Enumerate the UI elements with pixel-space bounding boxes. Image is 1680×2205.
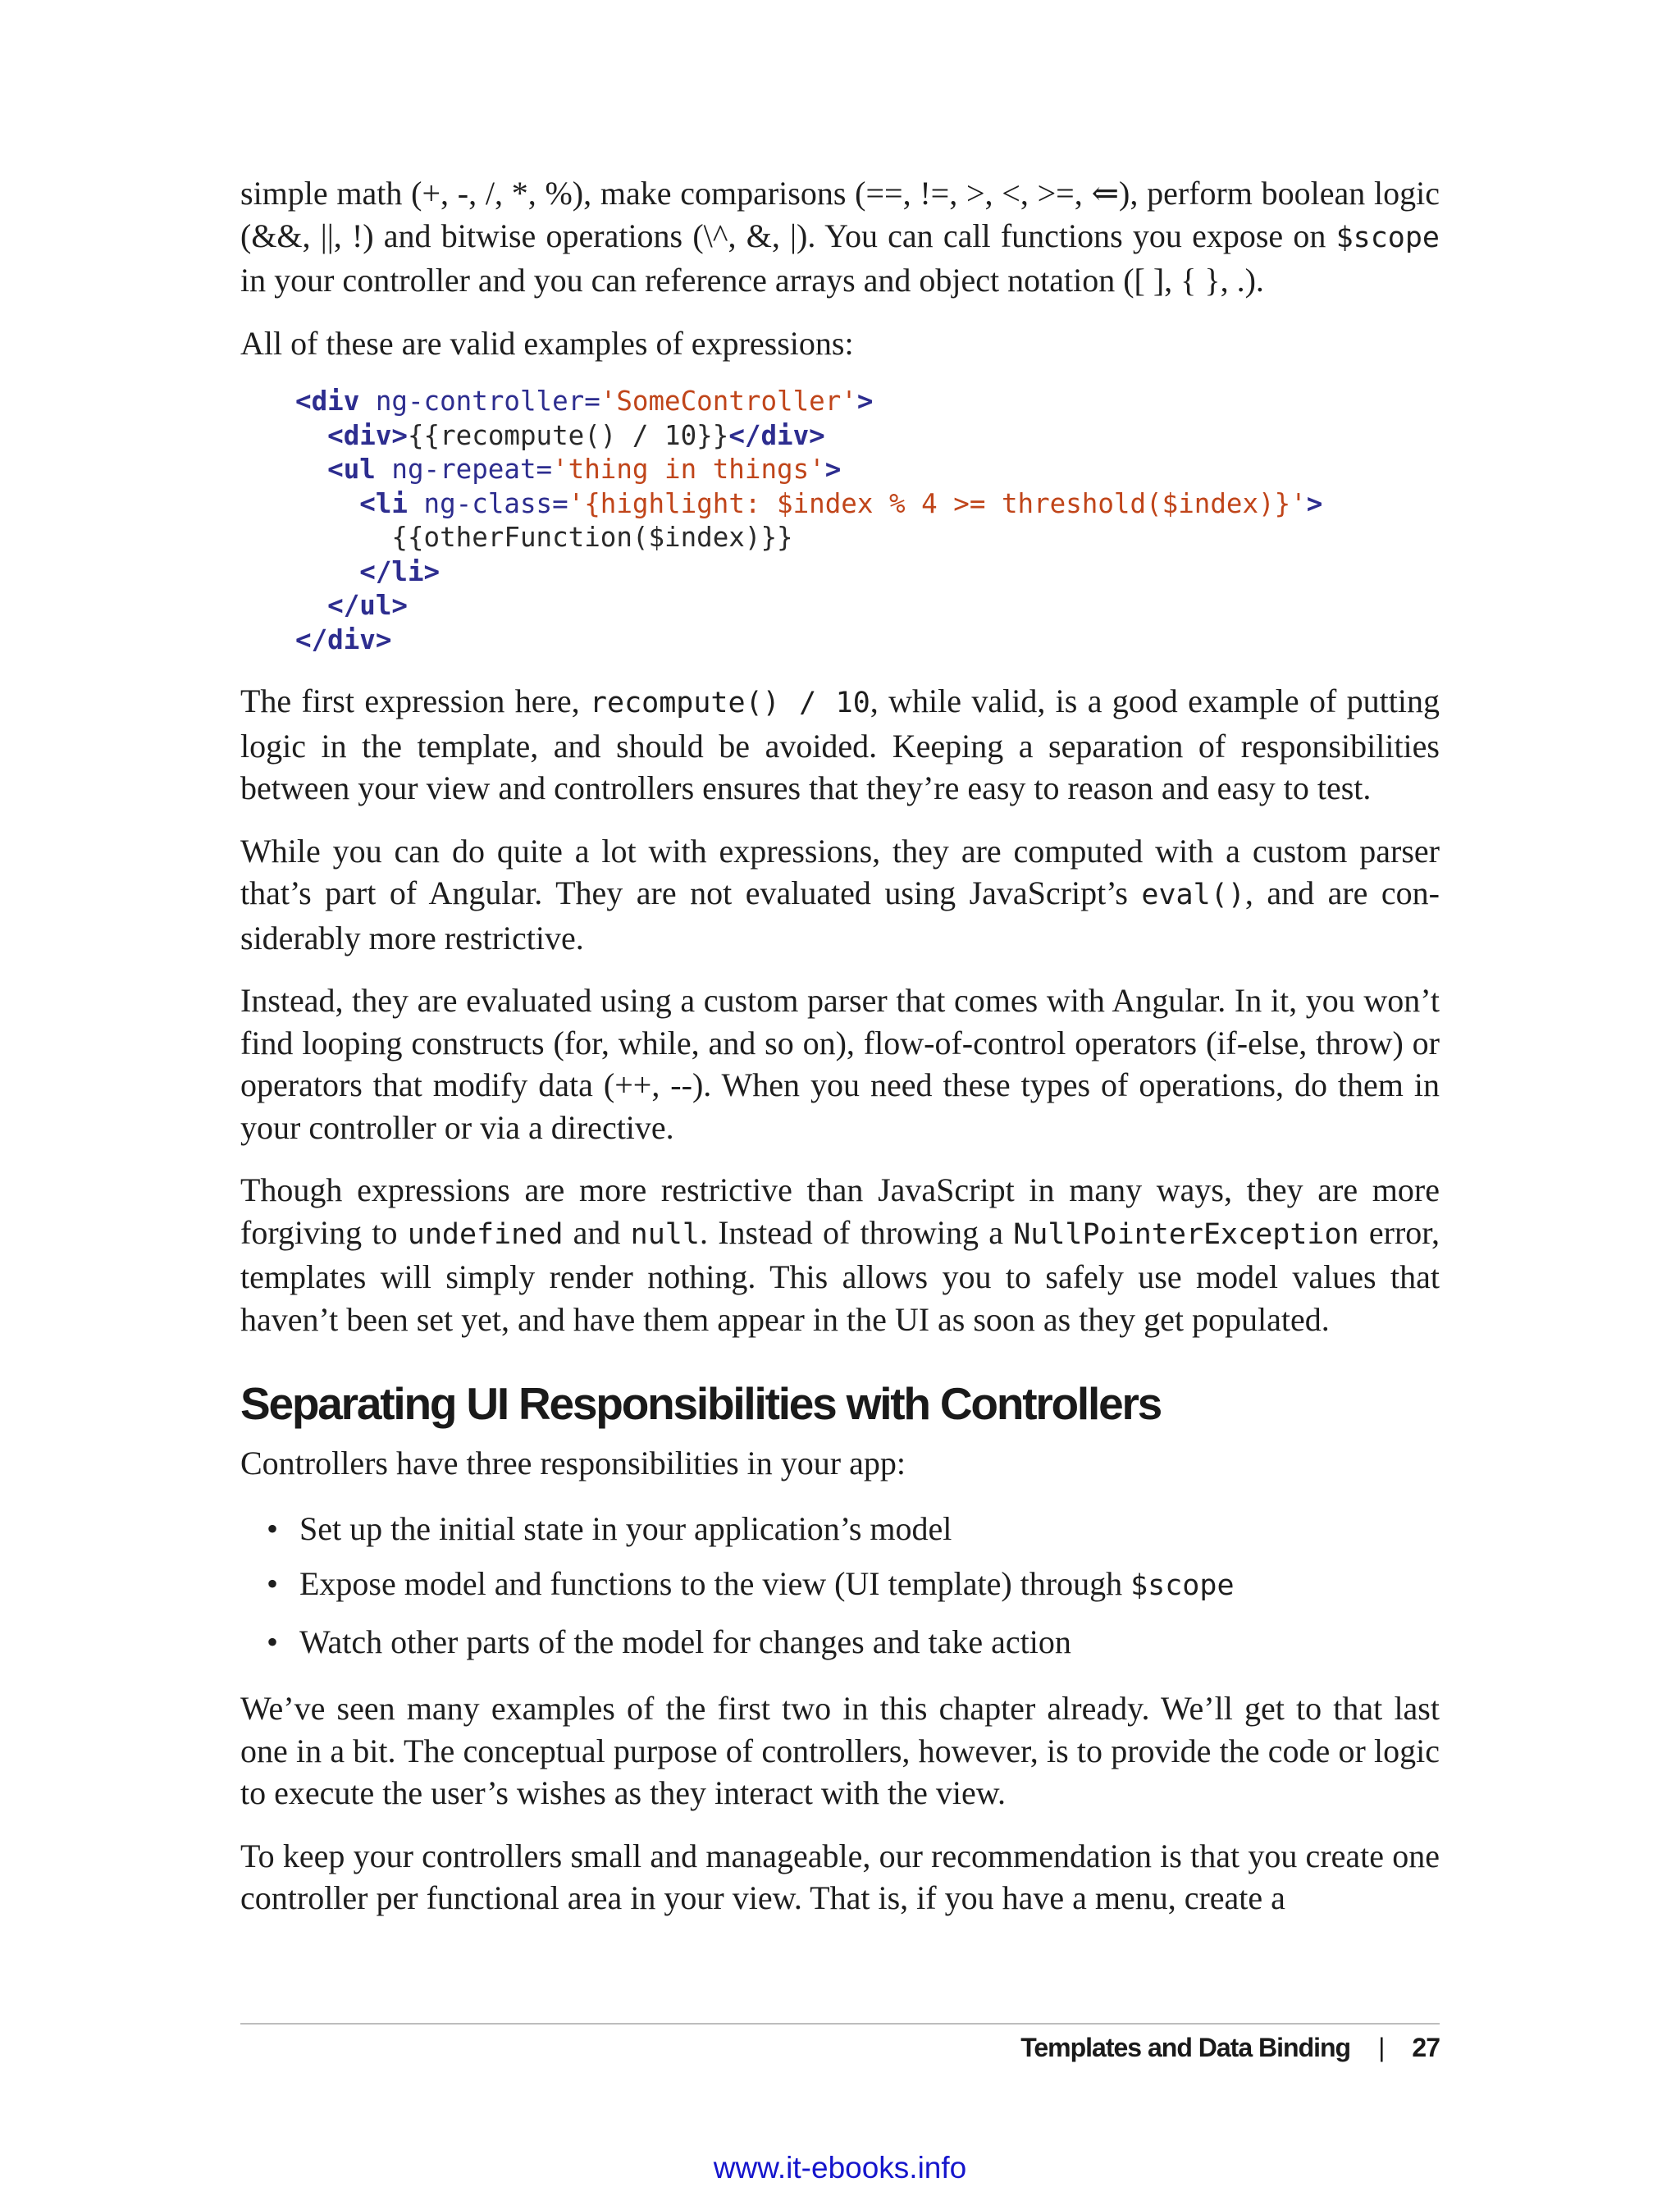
code-tag: <li bbox=[359, 487, 408, 519]
paragraph-text: simple math (+, -, /, *, %), make comparisons (==, !=, >, <, >=, ⇐), perform boolean logic (&&, ||, !) and bitwise operations (\^, &, |). You can call functions you expose on bbox=[240, 175, 1440, 254]
code-text: {{recompute() / 10}} bbox=[407, 419, 729, 451]
paragraph-text: , while valid, is a good example of putting logic in the template, and should be avoided. Keeping a separation of responsibilities between your view and controllers ensures that they’re easy to reason and easy to test. bbox=[240, 682, 1440, 806]
list-item bbox=[240, 1563, 1440, 1608]
page-footer bbox=[240, 2033, 1440, 2063]
code-tag: <ul bbox=[327, 454, 376, 485]
paragraph-custom-parser bbox=[240, 830, 1440, 960]
page-number: 27 bbox=[1412, 2033, 1440, 2062]
paragraph-first-two: We’ve seen many examples of the first two in this chapter already. We’ll get to that last one in a bit. The conceptual purpose of controllers, however, is to provide the code or logic to execute the user’s wishes as they interact with the view. bbox=[240, 1690, 1440, 1811]
paragraph-text: in your controller and you can reference arrays and object notation ([ ], { }, .). bbox=[240, 262, 1264, 299]
paragraph-text: Though expressions are more restrictive than JavaScript in many ways, they are more forgiving to bbox=[240, 1171, 1440, 1251]
paragraph-operators bbox=[240, 172, 1440, 302]
inline-code-eval: eval() bbox=[1141, 879, 1245, 911]
paragraph-text: The first expression here, bbox=[240, 682, 590, 719]
code-block bbox=[295, 385, 1440, 657]
section-heading: Separating UI Responsibilities with Controllers bbox=[240, 1378, 1162, 1429]
footer-separator: | bbox=[1378, 2033, 1385, 2062]
code-tag: > bbox=[856, 386, 874, 417]
code-tag: </ul> bbox=[327, 590, 408, 621]
code-tag: <div> bbox=[327, 419, 408, 451]
code-tag: </li> bbox=[359, 555, 441, 587]
code-tag: <div bbox=[295, 386, 360, 417]
page-content bbox=[240, 172, 1440, 1940]
code-tag: > bbox=[1306, 487, 1323, 519]
paragraph-text: . Instead of throwing a bbox=[699, 1213, 1014, 1251]
bullet-icon: • bbox=[267, 1565, 279, 1602]
footer-divider bbox=[240, 2023, 1440, 2025]
paragraph-responsibilities-intro: Controllers have three responsibilities in your app: bbox=[240, 1445, 906, 1481]
inline-code-recompute: recompute() / 10 bbox=[589, 687, 870, 719]
code-tag: > bbox=[824, 454, 842, 485]
code-attr: ng-class= bbox=[407, 487, 568, 519]
paragraph-first-expression bbox=[240, 680, 1440, 810]
code-attr: ng-repeat= bbox=[375, 454, 553, 485]
footer-chapter-title: Templates and Data Binding bbox=[1020, 2033, 1351, 2062]
bullet-icon: • bbox=[267, 1623, 279, 1660]
inline-code-null: null bbox=[630, 1217, 700, 1251]
code-attr: ng-controller= bbox=[359, 386, 600, 417]
paragraph-forgiving bbox=[240, 1169, 1440, 1340]
bullet-icon: • bbox=[267, 1509, 279, 1547]
paragraph-no-looping: Instead, they are evaluated using a custom parser that comes with Angular. In it, you won’t find looping constructs (for, while, and so on), flow-of-control operators (if-else, throw) or operators that modify data (++, --). When you need these types of operations, do them in your controller or via a directive. bbox=[240, 982, 1440, 1146]
paragraph-examples-intro: All of these are valid examples of expressions: bbox=[240, 324, 854, 362]
responsibilities-list bbox=[240, 1508, 1440, 1664]
code-string: '{highlight: $index % 4 >= threshold($index)}' bbox=[568, 487, 1307, 519]
paragraph-small-controllers: To keep your controllers small and manageable, our recommendation is that you create one controller per functional area in your view. That is, if you have a menu, create a bbox=[240, 1837, 1440, 1916]
code-string: 'SomeController' bbox=[600, 386, 857, 417]
paragraph-text: error, templates will simply render nothing. This allows you to safely use model values that haven’t been set yet, and have them appear in the UI as soon as they get populated. bbox=[240, 1213, 1440, 1338]
inline-code-undefined: undefined bbox=[407, 1217, 564, 1251]
paragraph-text: While you can do quite a lot with expressions, they are computed with a custom parser that’s part of Angular. They are not evaluated using JavaScript’s bbox=[240, 832, 1440, 911]
inline-code-scope: $scope bbox=[1130, 1569, 1235, 1602]
watermark-link[interactable]: www.it-ebooks.info bbox=[713, 2151, 967, 2184]
code-string: 'thing in things' bbox=[552, 454, 825, 485]
list-item-text: Watch other parts of the model for changes and take action bbox=[299, 1623, 1071, 1660]
list-item bbox=[240, 1621, 1440, 1664]
list-item-text: Expose model and functions to the view (UI template) through bbox=[299, 1565, 1131, 1602]
paragraph-text: and bbox=[563, 1213, 631, 1251]
list-item-text: Set up the initial state in your application’s model bbox=[299, 1509, 952, 1547]
code-tag: </div> bbox=[295, 623, 392, 655]
code-text: {{otherFunction($index)}} bbox=[391, 522, 793, 553]
inline-code-scope: $scope bbox=[1335, 221, 1440, 254]
paragraph-text: , and are considerably more restrictive. bbox=[240, 874, 1440, 956]
inline-code-nullpointerexception: NullPointerException bbox=[1013, 1217, 1359, 1251]
list-item bbox=[240, 1508, 1440, 1550]
code-tag: </div> bbox=[728, 419, 825, 451]
